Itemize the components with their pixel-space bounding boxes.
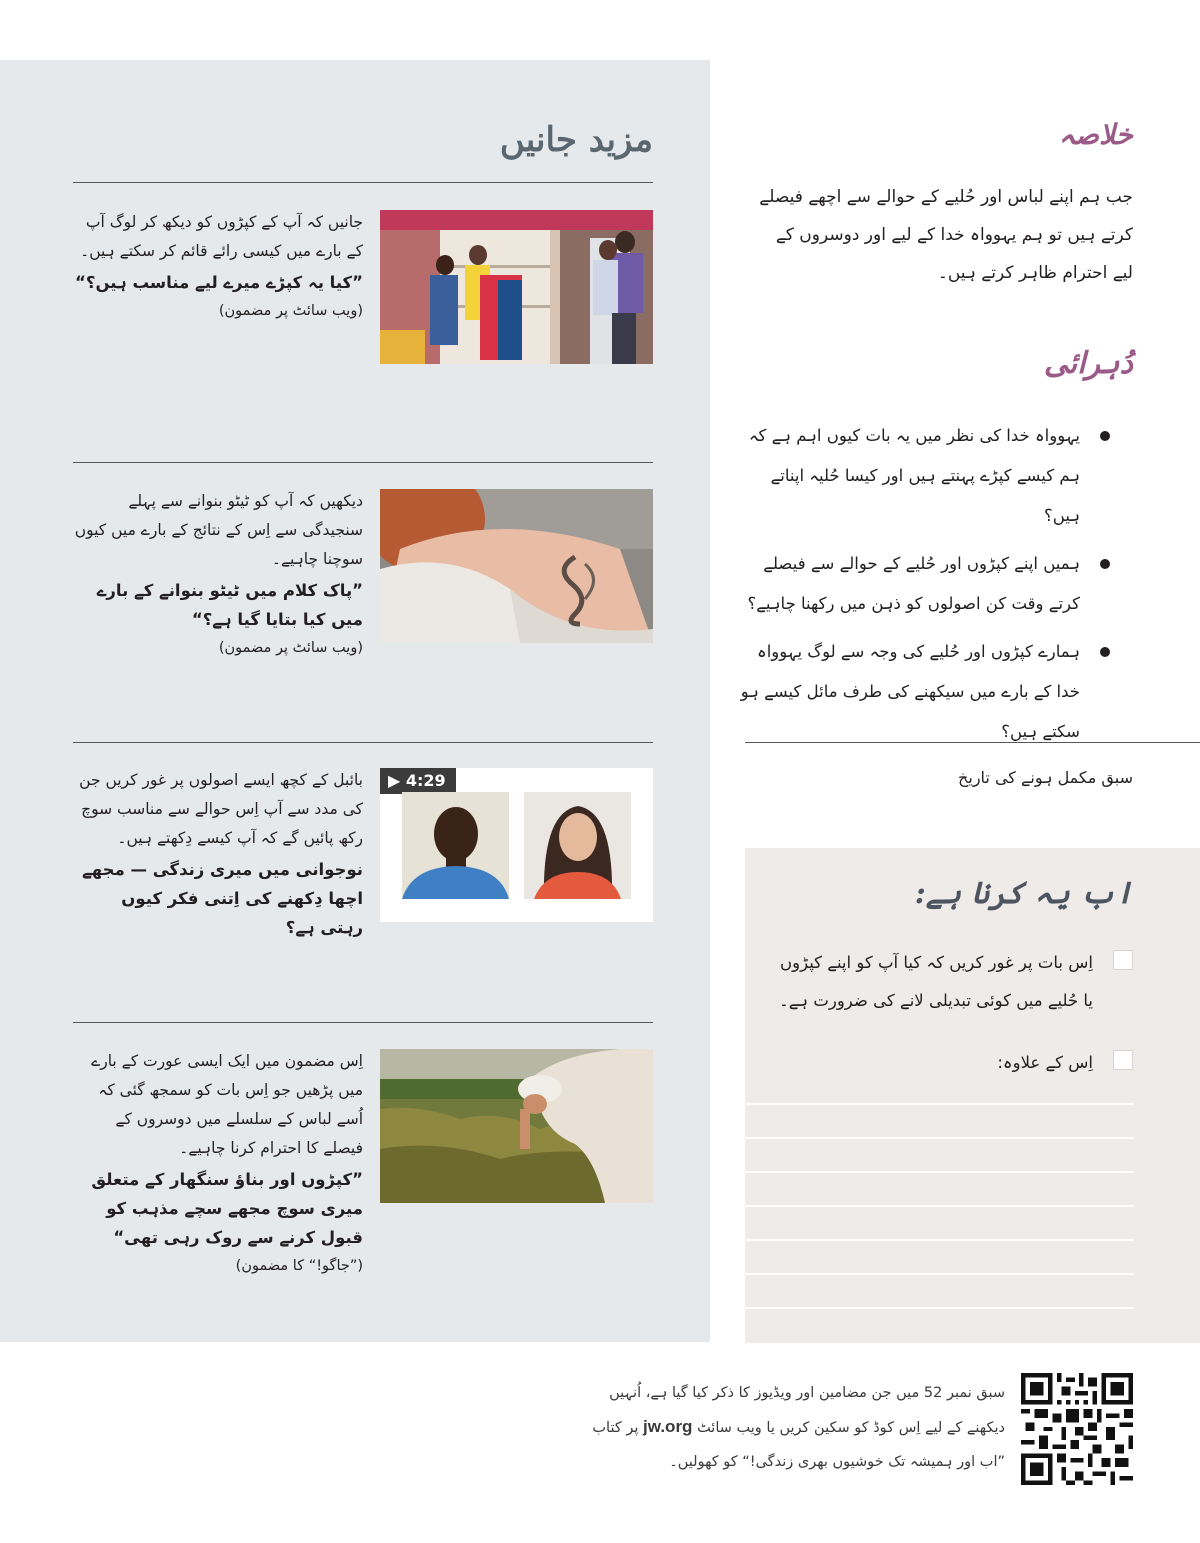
article-description: دیکھیں کہ آپ کو ٹیٹو بنوانے سے پہلے سنجیدگی سے اِس کے نتائج کے بارے میں کیوں سوچنا چاہیے۔ [74,492,363,568]
todo-panel [745,848,1200,1343]
todo-heading: اب یہ کرنا ہے: [914,876,1133,911]
qr-code-icon[interactable] [1021,1373,1133,1485]
footer-text-part1: سبق نمبر 52 میں جن مضامین اور ویڈیوز کا ذکر کیا گیا ہے، اُنہیں دیکھنے کے لیے اِس کوڈ کو سکین کریں یا ویب سائٹ [609,1385,1005,1436]
video-description: بائبل کے کچھ ایسے اصولوں پر غور کریں جن کی مدد سے آپ اِس حوالے سے مناسب سوچ رکھ پائیں گے کہ آپ کیسے دِکھتے ہیں۔ [79,771,363,847]
section-divider [73,1022,653,1023]
video-item-teen-life[interactable] [73,768,653,937]
completion-date-label: سبق مکمل ہونے کی تاریخ [958,768,1133,787]
article-text [73,208,363,326]
article-text [73,487,363,663]
article-source: (”جاگو!“ کا مضمون) [235,1258,363,1274]
write-in-line[interactable] [745,1137,1133,1139]
article-source: (ویب سائٹ پر مضمون) [218,303,363,319]
section-divider [73,182,653,183]
young-man-portrait [402,792,509,899]
review-heading: دُہرائی [1043,346,1133,381]
video-thumbnail[interactable] [380,768,653,922]
video-duration-badge [380,768,456,794]
write-in-line[interactable] [745,1273,1133,1275]
clothing-store-image [380,210,653,364]
article-text [73,1047,363,1281]
summary-heading: خلاصہ [1058,118,1133,151]
article-item-awake[interactable] [73,1049,653,1274]
video-text [73,766,363,942]
completion-divider [745,742,1200,743]
review-question-list [740,416,1110,760]
article-source: (ویب سائٹ پر مضمون) [218,640,363,656]
tattoo-shoulder-image [380,489,653,643]
article-description: اِس مضمون میں ایک ایسی عورت کے بارے میں پڑھیں جو اِس بات کو سمجھ گئی کہ اُسے لباس کے سلسلے میں دوسروں کے فیصلے کا احترام کرنا چاہیے۔ [91,1052,363,1157]
review-question: یہوواہ خدا کی نظر میں یہ بات کیوں اہم ہے کہ ہم کیسے کپڑے پہنتے ہیں اور کیسا حُلیہ اپناتے ہیں؟ [740,416,1110,536]
article-title-link[interactable]: ”پاک کلام میں ٹیٹو بنوانے کے بارے میں کیا بتایا گیا ہے؟“ [96,581,363,629]
video-title-link[interactable]: نوجوانی میں میری زندگی — مجھے اچھا دِکھنے کی اِتنی فکر کیوں رہتی ہے؟ [82,860,363,937]
learn-more-panel [0,60,710,1342]
write-in-line[interactable] [745,1103,1133,1105]
young-woman-portrait [524,792,631,899]
todo-item-label: اِس کے علاوہ: [997,1053,1093,1072]
section-divider [73,462,653,463]
write-in-line[interactable] [745,1307,1133,1309]
article-item-clothing[interactable] [73,210,653,370]
woman-in-field-image [380,1049,653,1203]
website-link[interactable]: jw.org [643,1417,693,1436]
article-item-tattoo[interactable] [73,489,653,656]
write-in-line[interactable] [745,1239,1133,1241]
review-question: ہمیں اپنے کپڑوں اور حُلیے کے حوالے سے فیصلے کرتے وقت کن اصولوں کو ذہن میں رکھنا چاہیے؟ [740,544,1110,624]
write-in-line[interactable] [745,1205,1133,1207]
article-description: جانیں کہ آپ کے کپڑوں کو دیکھ کر لوگ آپ کے بارے میں کیسی رائے قائم کر سکتے ہیں۔ [80,213,363,260]
review-question: ہمارے کپڑوں اور حُلیے کی وجہ سے لوگ یہوواہ خدا کے بارے میں سیکھنے کی طرف مائل کیسے ہو سکتے ہیں؟ [740,632,1110,752]
todo-checkbox[interactable] [1113,1050,1133,1070]
todo-checkbox[interactable] [1113,950,1133,970]
write-in-line[interactable] [745,1171,1133,1173]
footer-text-part2: پر کتاب ”اب اور ہمیشہ تک خوشیوں بھری زندگی!“ کو کھولیں۔ [592,1420,1005,1470]
article-title-link[interactable]: ”کپڑوں اور بناؤ سنگھار کے متعلق میری سوچ مجھے سچے مذہب کو قبول کرنے سے روک رہی تھی“ [91,1170,363,1247]
summary-text: جب ہم اپنے لباس اور حُلیے کے حوالے سے اچھے فیصلے کرتے ہیں تو ہم یہوواہ خدا کے لیے اور دوسروں کے لیے احترام ظاہر کرتے ہیں۔ [759,187,1133,283]
todo-item [773,944,1133,1020]
learn-more-heading: مزید جانیں [499,120,653,160]
footer-instructions [585,1376,1005,1479]
play-icon: ▶ [388,771,406,790]
todo-item-label: اِس بات پر غور کریں کہ کیا آپ کو اپنے کپڑوں یا حُلیے میں کوئی تبدیلی لانے کی ضرورت ہے۔ [779,953,1093,1010]
video-duration: 4:29 [405,771,446,790]
section-divider [73,742,653,743]
article-title-link[interactable]: ”کیا یہ کپڑے میرے لیے مناسب ہیں؟“ [75,273,363,292]
todo-item-other [773,1044,1133,1082]
